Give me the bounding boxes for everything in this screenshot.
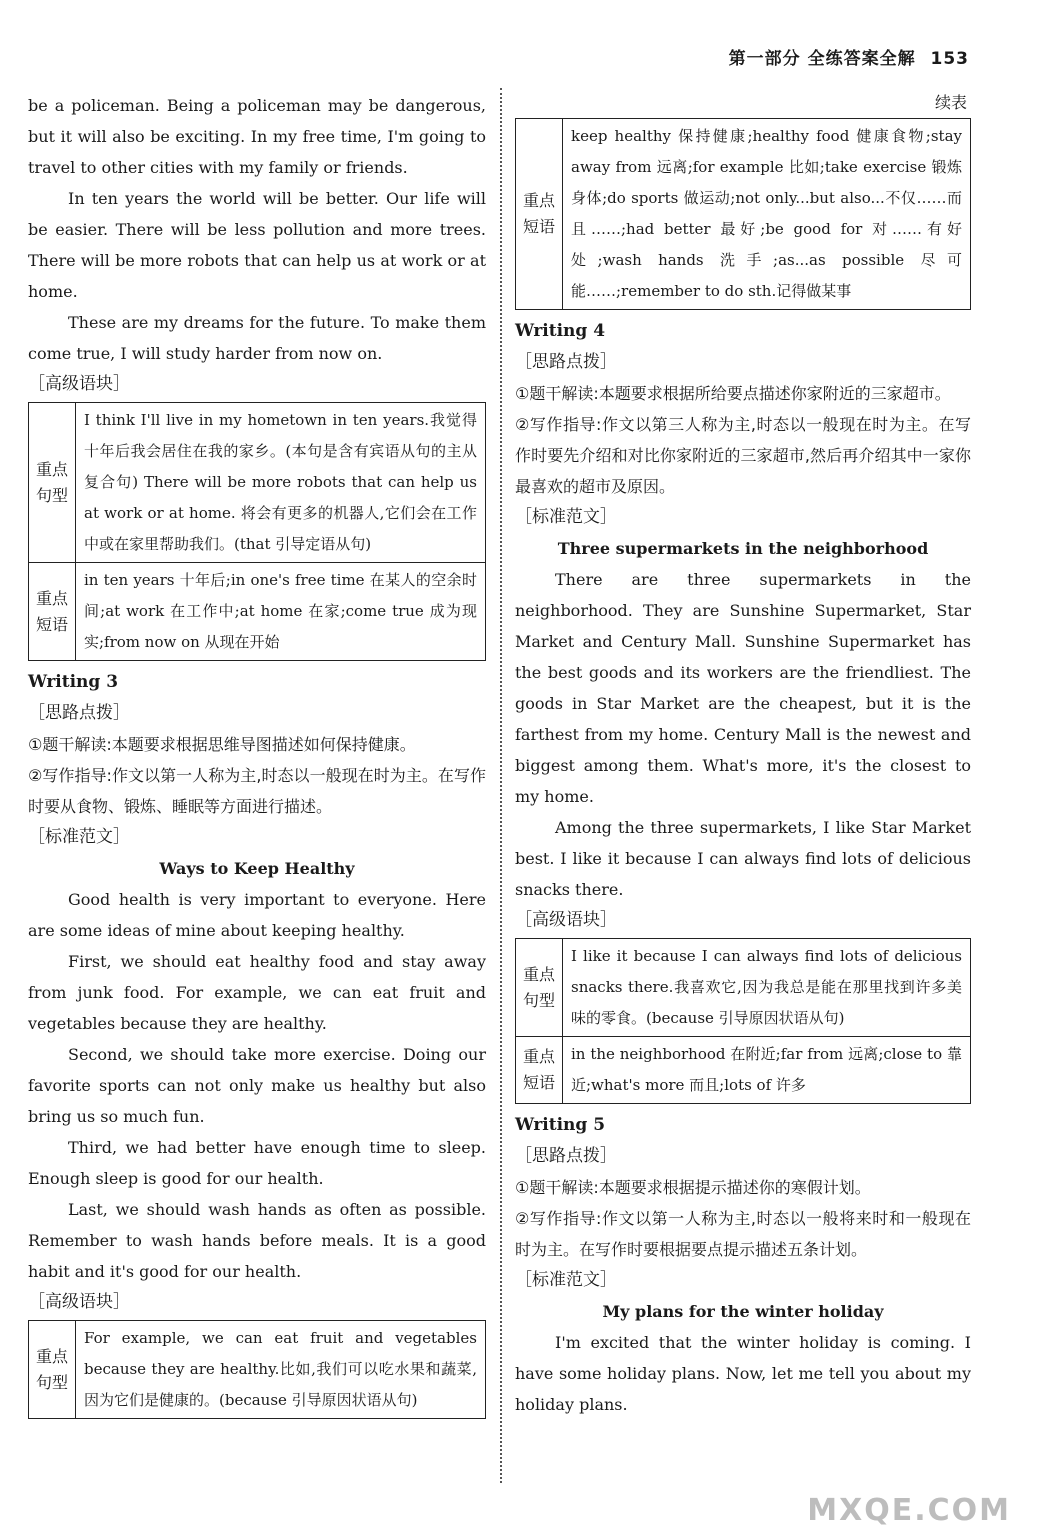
paragraph: be a policeman. Being a policeman may be dangerous, but it will also be exciting. In my free time, I'm going to travel to other cities with my family or friends. xyxy=(28,96,486,177)
key-phrase-text: in ten years 十年后;in one's free time 在某人的空余时间;at work 在工作中;at home 在家;come true 成为现实;from now on 从现在开始 xyxy=(76,563,486,661)
header-section: 第一部分 全练答案全解 xyxy=(728,49,916,69)
section-label: ［思路点拨］ xyxy=(515,1146,617,1166)
section-label: ［高级语块］ xyxy=(28,374,130,394)
section-label: ［高级语块］ xyxy=(28,1292,130,1312)
key-sentence-text: For example, we can eat fruit and vegetables because they are healthy.比如,我们可以吃水果和蔬菜,因为它们是健康的。(because 引导原因状语从句) xyxy=(76,1321,486,1419)
section-label: ［思路点拨］ xyxy=(28,703,130,723)
tip-text: ①题干解读:本题要求根据思维导图描述如何保持健康。 xyxy=(28,735,416,754)
section-label: ［标准范文］ xyxy=(515,507,617,527)
tag-key-phrase: 重点短语 xyxy=(516,119,563,310)
key-points-table xyxy=(28,1320,486,1419)
tag-key-sentence: 重点句型 xyxy=(516,939,563,1037)
key-points-table xyxy=(515,938,971,1104)
tip-text: ①题干解读:本题要求根据提示描述你的寒假计划。 xyxy=(515,1178,871,1197)
paragraph: Good health is very important to everyone. Here are some ideas of mine about keeping healthy. xyxy=(28,890,486,940)
tag-key-phrase: 重点短语 xyxy=(29,563,76,661)
paragraph: Third, we had better have enough time to sleep. Enough sleep is good for our health. xyxy=(28,1138,486,1188)
watermark-logo: MXQE.COM xyxy=(807,1493,1011,1528)
tip-text: ②写作指导:作文以第三人称为主,时态以一般现在时为主。在写作时要先介绍和对比你家附近的三家超市,然后再介绍其中一家你最喜欢的超市及原因。 xyxy=(515,415,971,496)
essay-title: Three supermarkets in the neighborhood xyxy=(557,539,929,558)
left-column xyxy=(28,90,486,1425)
page-header xyxy=(729,44,969,69)
key-sentence-text: I think I'll live in my hometown in ten years.我觉得十年后我会居住在我的家乡。(本句是含有宾语从句的主从复合句) There will be more robots that can help us at work or at home. 将会有更多的机器人,它们会在工作中或在家里帮助我们。(that 引导定语从句) xyxy=(76,403,486,563)
key-points-table xyxy=(515,118,971,310)
tag-key-sentence: 重点句型 xyxy=(29,1321,76,1419)
column-divider xyxy=(500,88,502,1483)
key-sentence-text: I like it because I can always find lots of delicious snacks there.我喜欢它,因为我总是能在那里找到许多美味的零食。(because 引导原因状语从句) xyxy=(563,939,971,1037)
right-column xyxy=(515,90,971,1420)
table-continued-label: 续表 xyxy=(934,93,967,112)
essay-title: Ways to Keep Healthy xyxy=(159,859,355,878)
section-label: ［标准范文］ xyxy=(28,827,130,847)
tag-key-phrase: 重点短语 xyxy=(516,1037,563,1104)
paragraph: Second, we should take more exercise. Doing our favorite sports can not only make us healthy but also bring us so much fun. xyxy=(28,1045,486,1126)
section-label: ［标准范文］ xyxy=(515,1270,617,1290)
tag-key-sentence: 重点句型 xyxy=(29,403,76,563)
paragraph: I'm excited that the winter holiday is coming. I have some holiday plans. Now, let me tell you about my holiday plans. xyxy=(515,1333,971,1414)
paragraph: First, we should eat healthy food and stay away from junk food. For example, we can eat fruit and vegetables because they are healthy. xyxy=(28,952,486,1033)
section-label: ［高级语块］ xyxy=(515,910,617,930)
key-phrase-text: keep healthy 保持健康;healthy food 健康食物;stay away from 远离;for example 比如;take exercise 锻炼身体;do sports 做运动;not only...but also...不仅……而且……;had better 最好;be good for 对……有好处;wash hands 洗手;as...as possible 尽可能……;remember to do sth.记得做某事 xyxy=(563,119,971,310)
page-number: 153 xyxy=(930,49,969,69)
writing-title: Writing 4 xyxy=(515,321,606,341)
tip-text: ①题干解读:本题要求根据所给要点描述你家附近的三家超市。 xyxy=(515,384,951,403)
tip-text: ②写作指导:作文以第一人称为主,时态以一般现在时为主。在写作时要从食物、锻炼、睡眠等方面进行描述。 xyxy=(28,766,486,816)
key-phrase-text: in the neighborhood 在附近;far from 远离;close to 靠近;what's more 而且;lots of 许多 xyxy=(563,1037,971,1104)
writing-title: Writing 5 xyxy=(515,1115,606,1135)
tip-text: ②写作指导:作文以第一人称为主,时态以一般将来时和一般现在时为主。在写作时要根据要点提示描述五条计划。 xyxy=(515,1209,971,1259)
writing-title: Writing 3 xyxy=(28,672,119,692)
paragraph: There are three supermarkets in the neighborhood. They are Sunshine Supermarket, Star Market and Century Mall. Sunshine Supermarket has the best goods and its workers are the friendliest. The goods in Star Market are the cheapest, but it is the farthest from my home. Century Mall is the newest and biggest among them. What's more, it's the closest to my home. xyxy=(515,570,971,806)
paragraph: In ten years the world will be better. Our life will be easier. There will be less pollution and more trees. There will be more robots that can help us at work or at home. xyxy=(28,189,486,301)
section-label: ［思路点拨］ xyxy=(515,352,617,372)
paragraph: Last, we should wash hands as often as possible. Remember to wash hands before meals. It is a good habit and it's good for our health. xyxy=(28,1200,486,1281)
paragraph: These are my dreams for the future. To make them come true, I will study harder from now on. xyxy=(28,313,486,363)
essay-title: My plans for the winter holiday xyxy=(602,1302,884,1321)
key-points-table xyxy=(28,402,486,661)
paragraph: Among the three supermarkets, I like Star Market best. I like it because I can always find lots of delicious snacks there. xyxy=(515,818,971,899)
